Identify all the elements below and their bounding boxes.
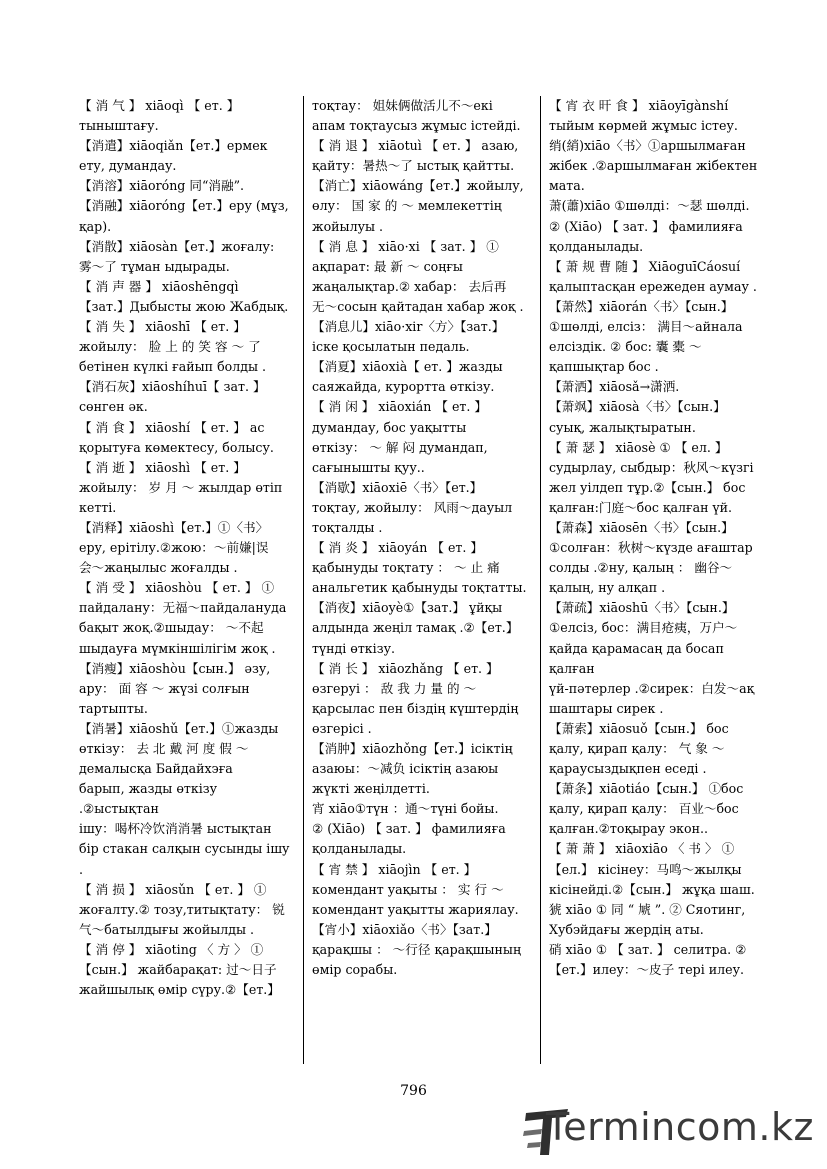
entry-line: тоқталды . [312, 519, 383, 535]
entry-line: жайшылық өмір сүру.②【ет.】 [79, 982, 280, 998]
entry-line: қарсылас пен біздің күштердің [312, 700, 519, 716]
entry-line: еру, ерітілу.②жою：～前嫌|误 [79, 540, 269, 556]
entry-line: 【ел.】 кісінеу：马鸣～жылқы [549, 861, 742, 877]
entry-line: 【消石灰】xiāoshíhuī【 зат. 】 [79, 379, 266, 395]
entry-line: кісінейді.②【сын.】 жұқа шаш. [549, 881, 755, 897]
entry-line: жел уілдеп тұр.②【сын.】 бос [549, 479, 746, 495]
entry-line: 【 消 退 】 xiāotuì 【 ет. 】 азаю, [312, 138, 519, 154]
entry-line: жаңалықтар.② хабар： 去后再 [312, 278, 507, 294]
entry-line: жүкті жеңілдетті. [312, 781, 430, 797]
entry-line: өзгерісі . [312, 720, 372, 736]
termincom-logo [522, 1103, 822, 1163]
entry-line: 【сын.】 жайбарақат: 过～日子 [79, 962, 277, 978]
dictionary-column-middle [312, 96, 534, 980]
entry-line: 【зат.】Дыбысты жою Жабдық. [79, 298, 289, 314]
entry-line: 雾～了 тұман ыдырады. [79, 258, 230, 274]
entry-line: 【萧然】xiāorán〈书〉【сын.】 [549, 298, 734, 314]
entry-line: қапшықтар бос . [549, 359, 659, 375]
entry-line: думандау, бос уақытты [312, 419, 467, 435]
entry-line: жоғалту.② тозу,титықтату： 锐 [79, 901, 285, 917]
entry-line: 【 消 失 】 xiāoshī 【 ет. 】 [79, 319, 246, 335]
entry-line: 【萧索】xiāosuǒ【сын.】 бос [549, 720, 729, 736]
column-divider [303, 96, 304, 1064]
entry-line: елсіздік. ② бос: 囊 橐 ～ [549, 339, 702, 355]
entry-line: ақпарат: 最 新 ～ соңғы [312, 258, 463, 274]
entry-line: анальгетик қабынуды тоқтатты. [312, 580, 527, 596]
logo-text: Termincom.kz [546, 1105, 814, 1149]
entry-line: шаштары сирек . [549, 700, 664, 716]
entry-line: саяжайда, курортта өткізу. [312, 379, 495, 395]
entry-line: 【消融】xiāoróng【ет.】еру (мұз, [79, 198, 289, 214]
entry-line: іске қосылатын педаль. [312, 339, 470, 355]
entry-line: 【 宵 禁 】 xiāojìn 【 ет. 】 [312, 861, 477, 877]
dictionary-column-right [549, 96, 771, 980]
entry-line: 【消释】xiāoshì【ет.】①〈书〉 [79, 519, 269, 535]
entry-line: қолданылады. [312, 841, 407, 857]
entry-line: сағынышты қуу.. [312, 459, 425, 475]
entry-line: 【萧条】xiāotiáo【сын.】 ①бос [549, 781, 744, 797]
entry-line: 【消夏】xiāoxià【 ет. 】жазды [312, 359, 503, 375]
entry-line: 【 消 闲 】 xiāoxián 【 ет. 】 [312, 399, 487, 415]
entry-line: 绡(綃)xiāo〈书〉①аршылмаған [549, 138, 746, 154]
entry-line: тыйым көрмей жұмыс істеу. [549, 118, 738, 134]
entry-line: мата. [549, 178, 585, 194]
entry-line: үй-пәтерлер .②сирек：白发～ақ [549, 680, 755, 696]
entry-line: 【 消 息 】 xiāo·xi 【 зат. 】 ① [312, 238, 499, 254]
entry-line: 【消散】xiāosàn【ет.】жоғалу: [79, 238, 275, 254]
entry-line: жойылуы . [312, 218, 384, 234]
entry-line: комендант уақыты ： 实 行 ～ [312, 881, 504, 897]
entry-line: қалу, қирап қалу： 百业～бос [549, 801, 739, 817]
entry-line: ①елсіз, бос：满目疮痍，万户～ [549, 620, 738, 636]
entry-line: бір стакан салқын сусынды ішу . [79, 841, 290, 877]
entry-line: 猇 xiāo ① 同 “ 虓 ”. ② Сяотинг, [549, 901, 746, 917]
entry-line: шыдауға мүмкіншілігім жоқ . [79, 640, 276, 656]
entry-line: түнді өткізу. [312, 640, 395, 656]
entry-line: бақыт жоқ.②шыдау： ～不起 [79, 620, 264, 636]
entry-line: қалың, ну алқап . [549, 580, 666, 596]
entry-line: 【宵小】xiāoxiǎo〈书〉【зат.】 [312, 921, 497, 937]
entry-line: ①солған：秋树～күзде ағаштар [549, 540, 753, 556]
entry-line: жойылу： 岁 月 ～ жылдар өтіп [79, 479, 283, 495]
column-divider [540, 96, 541, 1064]
entry-line: алдында жеңіл тамақ .②【ет.】 [312, 620, 519, 636]
entry-line: 【萧洒】xiāosǎ→潇洒. [549, 379, 680, 395]
entry-line: бетінен күлкі ғайып болды . [79, 359, 267, 375]
entry-line: 【 萧 萧 】 xiāoxiāo 〈 书 〉 ① [549, 841, 735, 857]
entry-line: 【 萧 瑟 】 xiāosè ① 【 ел. 】 [549, 439, 728, 455]
entry-line: 【消溶】xiāoróng 同“消融”. [79, 178, 245, 194]
entry-line: сөнген әк. [79, 399, 148, 415]
entry-line: қар). [79, 218, 112, 234]
entry-line: жібек .②аршылмаған жібектен [549, 158, 758, 174]
entry-line: 【 萧 规 曹 随 】 XiāoguīCáosuí [549, 258, 741, 274]
entry-line: 【消暑】xiāoshǔ【ет.】①жазды [79, 720, 279, 736]
entry-line: 气～батылдығы жойылды . [79, 921, 255, 937]
entry-line: 【 消 停 】 xiāoting 〈 方 〉 ① [79, 941, 264, 957]
entry-line: 【消瘦】xiāoshòu【сын.】 әзу, [79, 660, 271, 676]
entry-line: ару： 面 容 ～ жүзі солғын [79, 680, 250, 696]
entry-line: 【ет.】илеу：～皮子 тері илеу. [549, 962, 745, 978]
entry-line: 会～жаңылыс жоғалды . [79, 560, 238, 576]
entry-line: 【 消 气 】 xiāoqì 【 ет. 】 [79, 98, 240, 113]
entry-line: апам тоқтаусыз жұмыс істейді. [312, 118, 521, 134]
entry-line: қалған.②тоқырау экон.. [549, 821, 709, 837]
entry-line: 【消歇】xiāoxiē〈书〉【ет.】 [312, 479, 483, 495]
entry-line: 【 消 损 】 xiāosǔn 【 ет. 】 ① [79, 881, 267, 897]
entry-line: қайту：暑热～了 ыстық қайтты. [312, 158, 515, 174]
entry-line: ② (Xiāo) 【 зат. 】 фамилияға [549, 218, 743, 234]
entry-line: ② (Xiāo) 【 зат. 】 фамилияға [312, 821, 506, 837]
page-number: 796 [400, 1083, 427, 1099]
entry-line: 【 消 食 】 xiāoshí 【 ет. 】 ас [79, 419, 265, 435]
entry-line: кетті. [79, 499, 117, 515]
entry-line: 【消亡】xiāowáng【ет.】жойылу, [312, 178, 524, 194]
entry-line: ①шөлді, елсіз： 满目～айнала [549, 319, 743, 335]
entry-line: солды .②ну, қалың ： 幽谷～ [549, 560, 733, 576]
entry-line: тартыпты. [79, 700, 148, 716]
entry-line: 【消肿】xiāozhǒng【ет.】ісіктің [312, 741, 513, 756]
entry-line: тыныштағу. [79, 118, 159, 134]
entry-line: демалысқа Байдайхэға [79, 761, 233, 777]
entry-line: 【萧飒】xiāosà〈书〉【сын.】 [549, 399, 726, 415]
dictionary-column-left [79, 96, 294, 1000]
entry-line: қалыптасқан ережеден аумау . [549, 278, 757, 294]
entry-line: қалған:门庭～бос қалған үй. [549, 499, 733, 515]
entry-line: қолданылады. [549, 238, 644, 254]
entry-line: 【消遣】xiāoqiǎn【ет.】ермек [79, 138, 268, 154]
entry-line: 【 消 受 】 xiāoshòu 【 ет. 】 ① [79, 580, 275, 596]
entry-line: өмір сорабы. [312, 962, 398, 978]
entry-line: ету, думандау. [79, 158, 177, 174]
entry-line: өлу： 国 家 的 ～ мемлекеттің [312, 198, 502, 214]
entry-line: 【消夜】xiāoyè①【зат.】 ұйқы [312, 600, 503, 616]
entry-line: 无～сосын қайтадан хабар жоқ . [312, 298, 524, 314]
entry-line: 【 消 长 】 xiāozhǎng 【 ет. 】 [312, 660, 499, 676]
entry-line: 【 消 声 器 】 xiāoshēngqì [79, 278, 239, 294]
entry-line: комендант уақытты жариялау. [312, 901, 519, 917]
entry-line: жойылу： 脸 上 的 笑 容 ～ 了 [79, 339, 261, 355]
entry-line: Хубэйдағы жердің аты. [549, 921, 704, 937]
entry-line: суық, жалықтыратын. [549, 419, 696, 435]
entry-line: 【消息儿】xiāo·xir〈方〉【зат.】 [312, 319, 505, 335]
entry-line: барып, жазды өткізу .②ыстықтан [79, 781, 218, 817]
entry-line: қараусыздықпен еседі . [549, 761, 707, 777]
entry-line: 【 消 炎 】 xiāoyán 【 ет. 】 [312, 540, 483, 556]
entry-line: қарақшы ： ～行径 қарақшының [312, 941, 522, 957]
entry-line: қалу, қирап қалу： 气 象 ～ [549, 741, 725, 756]
entry-line: қайда қарамасаң да босап қалған [549, 640, 724, 676]
entry-line: азаюы：～减负 ісіктің азаюы [312, 761, 499, 777]
entry-line: өткізу： ～ 解 闷 думандап, [312, 439, 488, 455]
entry-line: 【 消 逝 】 xiāoshì 【 ет. 】 [79, 459, 246, 475]
entry-line: қорытуға көмектесу, болысу. [79, 439, 274, 455]
entry-line: 【 宵 衣 旰 食 】 xiāoyīgànshí [549, 98, 729, 113]
entry-line: тоқтау, жойылу： 风雨～дауыл [312, 499, 513, 515]
entry-line: 萧(蕭)xiāo ①шөлді：～瑟 шөлді. [549, 198, 750, 214]
entry-line: өткізу： 去 北 戴 河 度 假 ～ [79, 741, 249, 756]
entry-line: пайдалану：无福～пайдалануда [79, 600, 287, 616]
entry-line: өзгеруі ： 敌 我 力 量 的 ～ [312, 680, 477, 696]
entry-line: қабынуды тоқтату ： ～ 止 痛 [312, 560, 500, 576]
entry-line: 【萧森】xiāosēn〈书〉【сын.】 [549, 519, 734, 535]
entry-line: 宵 xiāo①түн ：通～түні бойы. [312, 801, 499, 817]
entry-line: 硝 xiāo ① 【 зат. 】 селитра. ② [549, 941, 747, 957]
entry-line: судырлау, сыбдыр：秋风～күзгі [549, 459, 754, 475]
entry-line: тоқтау： 姐妹俩做活儿不～екі [312, 98, 493, 113]
entry-line: ішу：喝杯冷饮消消暑 ыстықтан [79, 821, 272, 837]
entry-line: 【萧疏】xiāoshū〈书〉【сын.】 [549, 600, 735, 616]
